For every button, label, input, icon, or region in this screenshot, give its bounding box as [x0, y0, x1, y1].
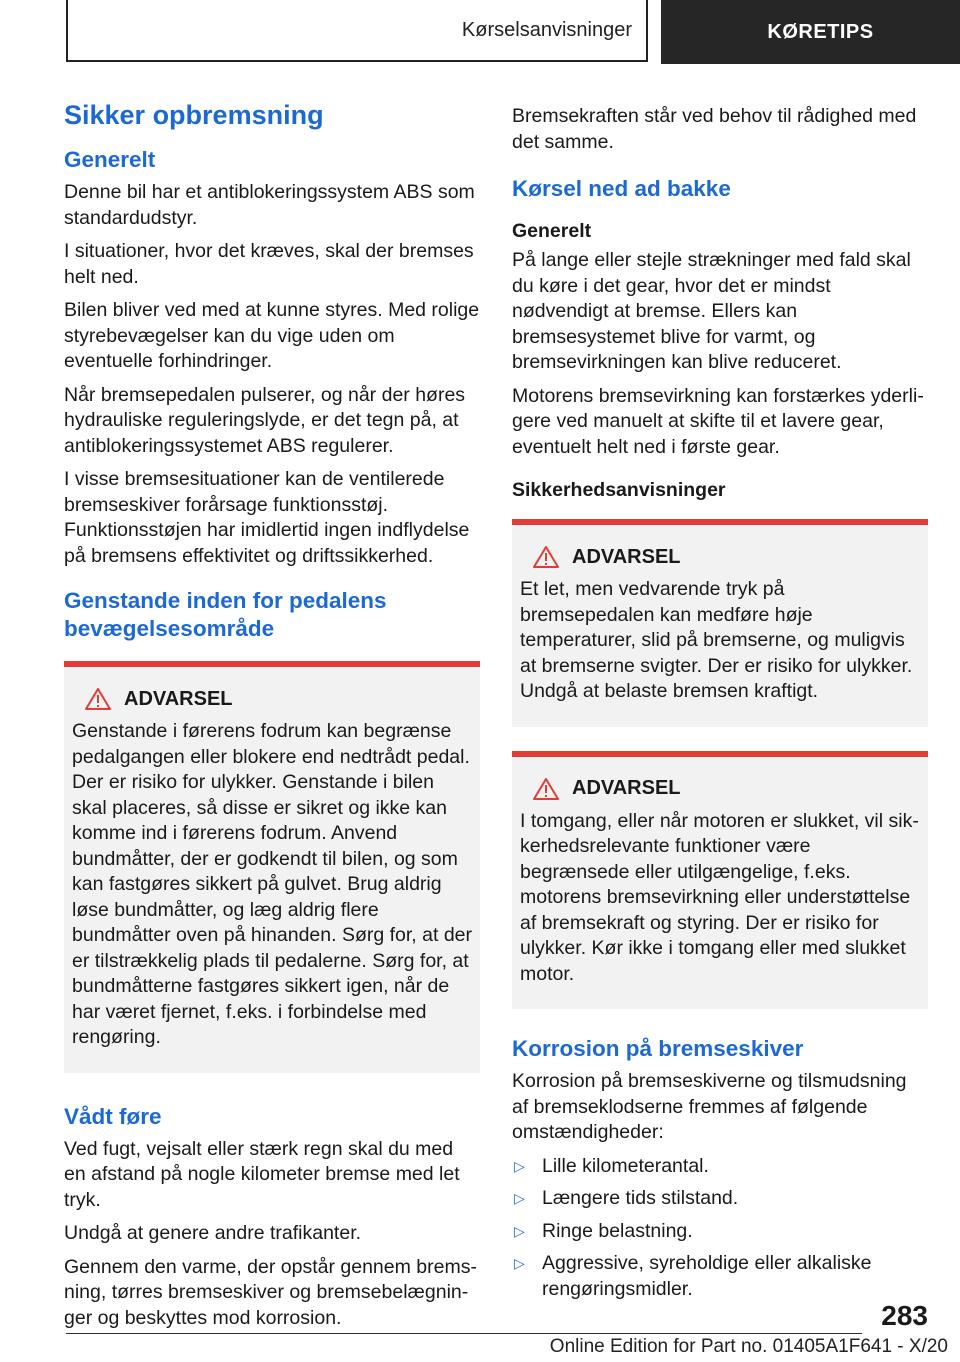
warning-title — [520, 777, 920, 801]
triangle-right-outline-icon: ▷ — [514, 1157, 525, 1174]
warning-box — [512, 751, 928, 1010]
paragraph: Bilen bliver ved med at kunne styres. Med rolige styrebevægelser kan du vige uden om eventuelle forhindringer. — [64, 299, 480, 372]
warning-box — [512, 519, 928, 727]
warning-triangle-icon — [532, 545, 560, 569]
paragraph: Når bremsepedalen pulserer, og når der høres hydrauliske reguleringslyde, er det tegn på, at antiblokeringssystemet ABS regulerer. — [64, 383, 466, 457]
paragraph: Gennem den varme, der opstår gennem bremsning, tørres bremseskiver og bremsebelægninger og beskyttes mod korrosion. — [64, 1255, 477, 1329]
page-header — [0, 0, 960, 64]
warning-title — [72, 687, 472, 711]
paragraph: På lange eller stejle strækninger med fald skal du køre i det gear, hvor det er mindst nødvendigt at bremse. Ellers kan bremsesystemet blive for varmt, og bremsevirkningen kan blive reduceret. — [512, 249, 911, 373]
list-item: ▷ Ringe belastning. — [512, 1219, 928, 1245]
paragraph: Motorens bremsevirkning kan forstærkes yderligere ved manuelt at skifte til et lavere gear, eventuelt helt ned i første gear. — [512, 384, 924, 458]
list-item: ▷ Længere tids stilstand. — [512, 1186, 928, 1212]
paragraph: I situationer, hvor det kræves, skal der bremses helt ned. — [64, 240, 474, 288]
paragraph: Undgå at genere andre trafikanter. — [64, 1222, 362, 1244]
paragraph: Ved fugt, vejsalt eller stærk regn skal du med en afstand på nogle kilometer bremse med let tryk. — [64, 1137, 460, 1211]
heading-downhill: Kørsel ned ad bakke — [512, 176, 731, 201]
paragraph: I visse bremsesituationer kan de ventilerede bremseskiver forårsage funktionsstøj. Funktionsstøjen har imidlertid ingen indflydelse på bremsens effektivitet og driftssikkerhed. — [64, 468, 470, 567]
triangle-right-outline-icon: ▷ — [514, 1190, 525, 1206]
paragraph: Bremsekraften står ved behov til rådighed med det samme. — [512, 105, 917, 153]
heading-pedal-objects: Genstande inden for pedalens bevægelsesområde — [64, 588, 387, 641]
warning-text: Genstande i førerens fodrum kan begrænse pedalgangen eller blokere end nedtrådt pedal. Der er risiko for ulykker. Genstande i bilen skal placeres, så disse er sikret og ikke kan komme ind i førerens fodrum. Anvend bundmåtter, der er godkendt til bilen, og som kan fastgøres sikkert på gulvet. Brug aldrig løse bundmåtter, og læg aldrig flere bundmåtter oven på hinanden. Sørg for, at der er tilstrækkelig plads til pedalerne. Sørg for, at bundmåtterne fastgøres sikkert igen, når de har været fjernet, f.eks. i forbindelse med rengøring. — [72, 720, 473, 1048]
heading-wet-roads: Vådt føre — [64, 1103, 162, 1129]
warning-text: Et let, men vedvarende tryk på bremsepedalen kan medføre høje temperaturer, slid på bremserne, og muligvis at bremserne svigter. Der er risiko for ulykker. Undgå at belaste bremsen kraftigt. — [520, 578, 913, 702]
list-item: ▷ Aggressive, syreholdige eller alkaliske rengøringsmidler. — [514, 1252, 872, 1300]
triangle-right-outline-icon: ▷ — [514, 1255, 525, 1271]
heading-general: Generelt — [64, 147, 156, 172]
warning-triangle-icon — [84, 687, 112, 711]
paragraph: Korrosion på bremseskiverne og tilsmudsning af bremseklodserne fremmes af følgende omstændigheder: — [512, 1070, 907, 1143]
warning-triangle-icon — [532, 777, 560, 801]
page-title: Sikker opbremsning — [64, 100, 324, 130]
chapter-tab: KØRETIPS — [661, 0, 960, 64]
warning-label: ADVARSEL — [572, 545, 681, 568]
footer-divider — [66, 1333, 862, 1334]
subheading-general: Generelt — [512, 220, 592, 242]
left-column — [64, 98, 480, 1339]
warning-label: ADVARSEL — [572, 777, 681, 799]
section-title: Kørselsanvisninger — [66, 0, 648, 62]
heading-corrosion: Korrosion på bremseskiver — [512, 1036, 804, 1061]
right-column — [512, 98, 928, 1309]
list-item: ▷ Lille kilometerantal. — [512, 1154, 928, 1180]
triangle-right-outline-icon: ▷ — [514, 1222, 525, 1239]
paragraph: Denne bil har et antiblokeringssystem ABS som standardudstyr. — [64, 181, 475, 229]
footer-edition: Online Edition for Part no. 01405A1F641 - X/20 — [549, 1336, 948, 1357]
warning-label: ADVARSEL — [124, 687, 233, 710]
warning-box — [64, 661, 480, 1073]
corrosion-list — [512, 1154, 928, 1303]
warning-title — [520, 545, 920, 569]
page-number: 283 — [881, 1300, 928, 1331]
subheading-safety: Sikkerhedsanvisninger — [512, 479, 726, 501]
warning-text: I tomgang, eller når motoren er slukket, vil sikkerhedsrelevante funktioner være begrænsede eller utilgængelige, f.eks. motorens bremsevirkning eller understøttelse af bremsekraft og styring. Der er risiko for ulykker. Kør ikke i tomgang eller med slukket motor. — [520, 809, 919, 985]
